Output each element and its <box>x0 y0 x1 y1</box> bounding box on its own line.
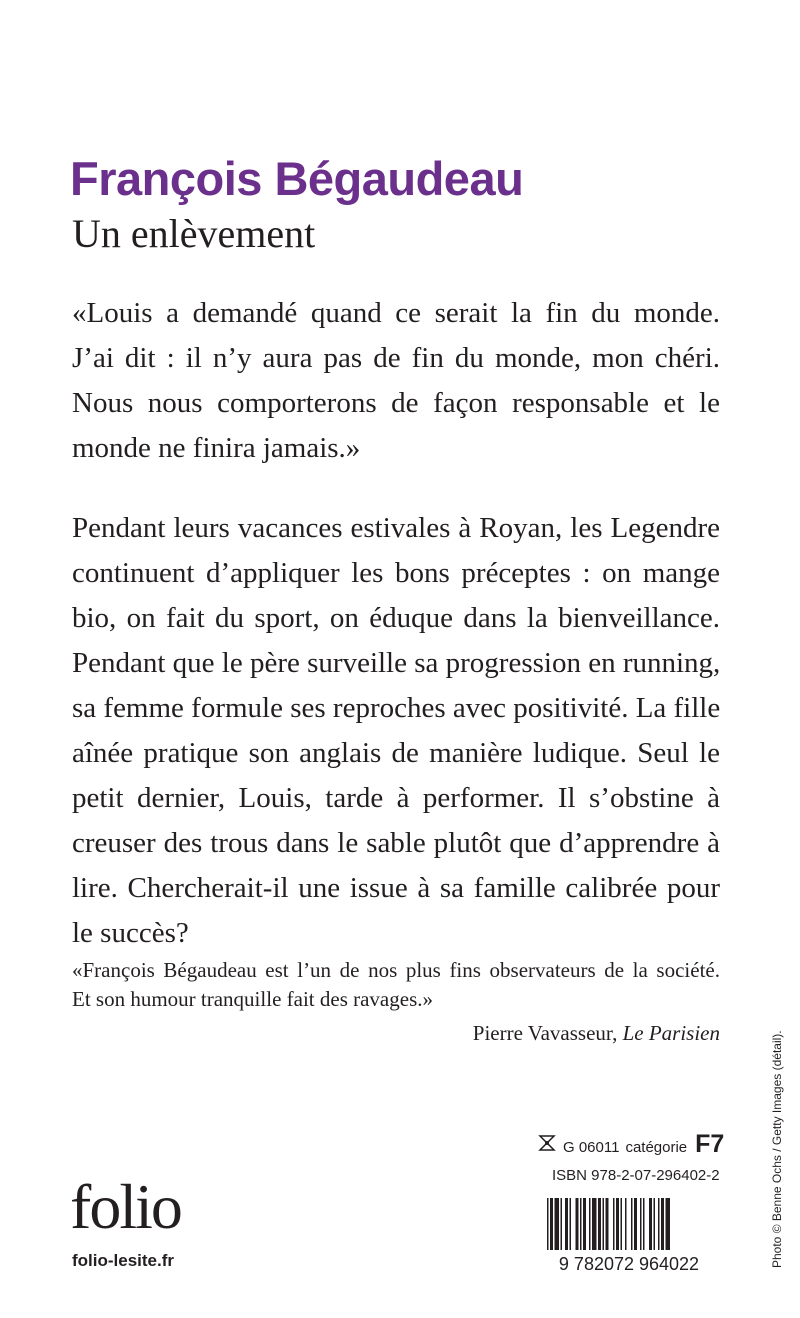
summary-line: bio, on fait du sport, on éduque dans la bienveillance. <box>72 602 720 634</box>
press-quote <box>72 956 720 1014</box>
summary-line: le succès? <box>72 917 189 949</box>
barcode-bar <box>592 1198 597 1250</box>
barcode-bar <box>561 1198 563 1250</box>
gallimard-logo-icon <box>537 1134 557 1152</box>
barcode-bar <box>598 1198 601 1250</box>
website: folio-lesite.fr <box>72 1251 175 1270</box>
barcode-bar <box>565 1198 568 1250</box>
author-name: François Bégaudeau <box>70 152 524 205</box>
barcode-bar <box>603 1198 605 1250</box>
barcode-bar <box>555 1198 560 1250</box>
product-code-number: G 06011 <box>563 1139 620 1156</box>
barcode-bar <box>589 1198 591 1250</box>
barcode-bar <box>643 1198 645 1250</box>
quote-line: monde ne finira jamais.» <box>72 432 361 464</box>
barcode-bar <box>580 1198 582 1250</box>
summary-line: sa femme formule ses reproches avec positivité. La fille <box>72 692 721 724</box>
barcode-bar <box>547 1198 549 1250</box>
quote-line: J’ai dit : il n’y aura pas de fin du monde, mon chéri. <box>72 342 720 374</box>
summary-line: continuent d’appliquer les bons préceptes : on mange <box>72 557 720 589</box>
barcode <box>533 1198 725 1273</box>
press-attribution-name: Pierre Vavasseur, <box>472 1021 618 1045</box>
category-label: catégorie <box>625 1139 688 1156</box>
isbn: ISBN 978-2-07-296402-2 <box>552 1167 720 1184</box>
summary-line: lire. Chercherait-il une issue à sa famille calibrée pour <box>72 872 720 904</box>
barcode-bar <box>631 1198 633 1250</box>
press-quote-line: «François Bégaudeau est l’un de nos plus fins observateurs de la société. <box>72 958 720 982</box>
barcode-bar <box>576 1198 579 1250</box>
quote-line: «Louis a demandé quand ce serait la fin du monde. <box>72 297 720 329</box>
barcode-bar <box>654 1198 656 1250</box>
category-code: F7 <box>695 1130 725 1158</box>
barcode-bar <box>661 1198 664 1250</box>
opening-quote <box>72 291 720 471</box>
product-code <box>537 1130 724 1159</box>
summary-line: creuser des trous dans le sable plutôt que d’apprendre à <box>72 827 720 859</box>
barcode-number: 9 782072 964022 <box>558 1254 700 1273</box>
press-attribution-source: Le Parisien <box>622 1021 720 1045</box>
barcode-bar <box>616 1198 619 1250</box>
barcode-bar <box>625 1198 627 1250</box>
summary-line: aînée pratique son anglais de manière ludique. Seul le <box>72 737 720 769</box>
summary-line: Pendant leurs vacances estivales à Royan, les Legendre <box>72 512 720 544</box>
quote-line: Nous nous comporterons de façon responsable et le <box>72 387 720 419</box>
press-attribution <box>473 1021 720 1046</box>
folio-logo: folio <box>70 1171 181 1242</box>
barcode-bar <box>621 1198 623 1250</box>
barcode-bar <box>634 1198 637 1250</box>
barcode-bar <box>658 1198 660 1250</box>
barcode-bar <box>640 1198 642 1250</box>
barcode-bar <box>666 1198 671 1250</box>
barcode-bar <box>570 1198 572 1250</box>
barcode-bar <box>550 1198 553 1250</box>
summary-paragraph <box>72 506 720 956</box>
barcode-bar <box>649 1198 652 1250</box>
barcode-bar <box>613 1198 615 1250</box>
barcode-bars <box>547 1198 670 1250</box>
barcode-bar <box>583 1198 586 1250</box>
press-quote-line: Et son humour tranquille fait des ravages.» <box>72 987 433 1011</box>
summary-line: Pendant que le père surveille sa progression en running, <box>72 647 721 679</box>
summary-line: petit dernier, Louis, tarde à performer. Il s’obstine à <box>72 782 720 814</box>
book-title: Un enlèvement <box>72 211 316 256</box>
photo-credit: Photo © Benne Ochs / Getty Images (détail). <box>770 1030 784 1268</box>
barcode-bar <box>606 1198 609 1250</box>
